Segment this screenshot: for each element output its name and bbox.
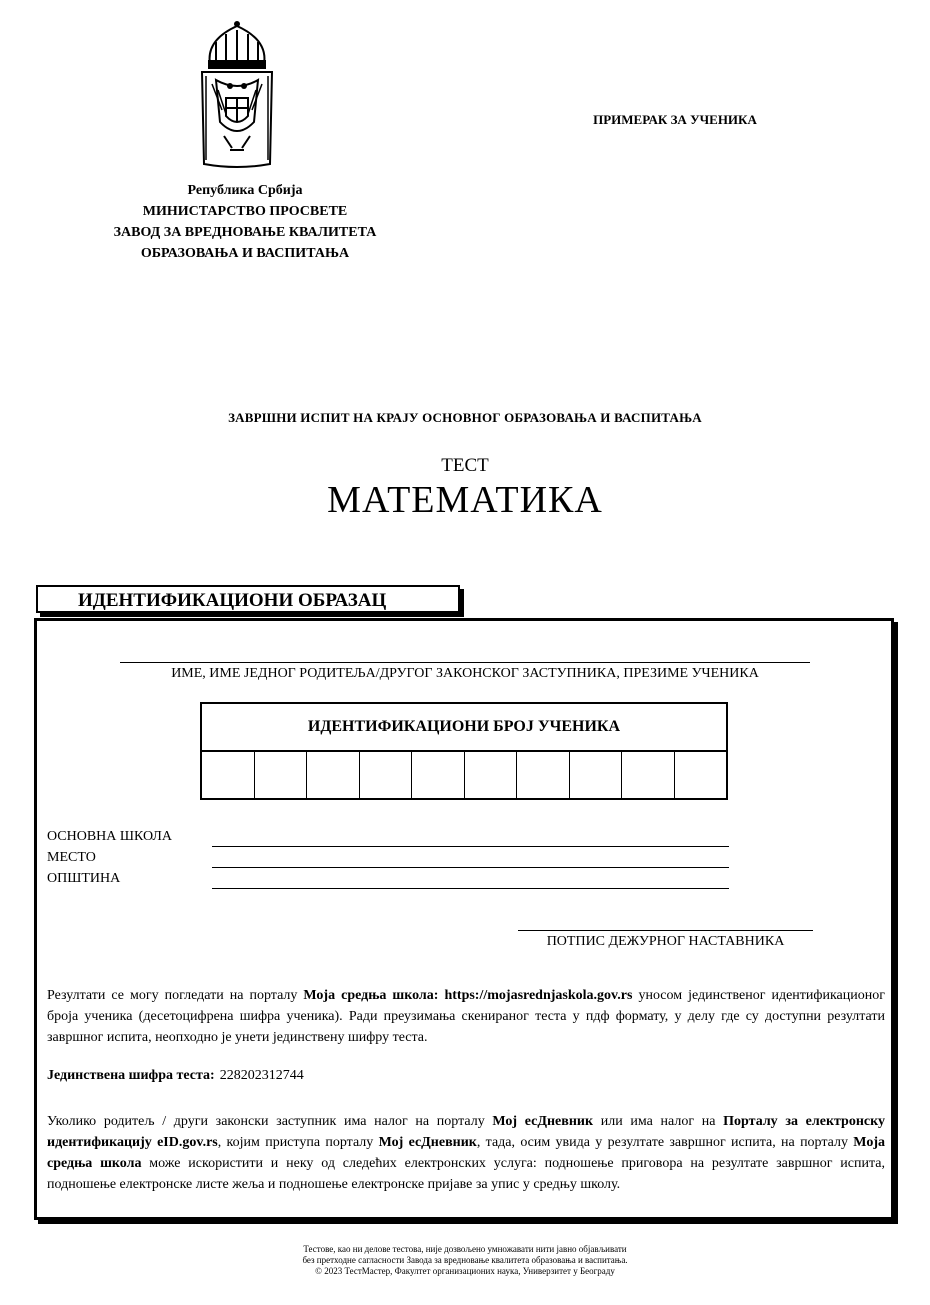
- subject-title: МАТЕМАТИКА: [327, 479, 603, 521]
- test-code-value: 228202312744: [219, 1068, 304, 1083]
- signature-caption: ПОТПИС ДЕЖУРНОГ НАСТАВНИКА: [546, 934, 785, 949]
- student-id-title: ИДЕНТИФИКАЦИОНИ БРОЈ УЧЕНИКА: [202, 704, 726, 752]
- id-digit-cell[interactable]: [570, 752, 623, 798]
- id-digit-cell[interactable]: [517, 752, 570, 798]
- copyright-footer: [200, 1244, 730, 1277]
- parent-info-paragraph: Уколико родитељ / други законски заступник има налог на порталу Мој есДневник или има налог на Порталу за електронску идентификацију eID.gov.rs, којим приступа порталу Мој есДневник, тада, осим увида у резултате завршног испита, на порталу Моја средња школа може искористити и неку од следећих електронских услуга: подношење приговора на резултате завршног испита, подношење електронске листе жеља и подношење електронске пријаве за упис у средњу школу.: [47, 1114, 885, 1192]
- form-tab-title: ИДЕНТИФИКАЦИОНИ ОБРАЗАЦ: [36, 585, 460, 613]
- results-paragraph: Резултати се могу погледати на порталу Моја средња школа: https://mojasrednjaskola.gov.rs уносом јединственог идентификационог броја ученика (десетоцифрена шифра ученика). Ради преузимања скенираног теста у пдф формату, у делу где су доступни резултати завршног испита, неопходно је унети јединствену шифру теста.: [47, 988, 885, 1045]
- student-id-table: [200, 702, 728, 800]
- issuer-header: [60, 180, 430, 264]
- ministry-name: МИНИСТАРСТВО ПРОСВЕТЕ: [142, 204, 348, 219]
- student-id-cells: [202, 752, 726, 798]
- institute-name-line2: ОБРАЗОВАЊА И ВАСПИТАЊА: [140, 246, 350, 261]
- id-digit-cell[interactable]: [202, 752, 255, 798]
- id-digit-cell[interactable]: [360, 752, 413, 798]
- test-code-label: Јединствена шифра теста:: [47, 1068, 215, 1083]
- test-code-line: [47, 1068, 304, 1084]
- footer-line2: без претходне сагласности Завода за вредновање квалитета образовања и васпитања.: [302, 1255, 628, 1265]
- municipality-label: ОПШТИНА: [47, 871, 121, 886]
- municipality-field[interactable]: [212, 888, 729, 889]
- place-label: МЕСТО: [47, 850, 96, 865]
- id-digit-cell[interactable]: [255, 752, 308, 798]
- school-field[interactable]: [212, 846, 729, 847]
- republic-name: Република Србија: [187, 183, 303, 198]
- id-digit-cell[interactable]: [412, 752, 465, 798]
- school-label: ОСНОВНА ШКОЛА: [47, 829, 173, 844]
- signature-field[interactable]: [518, 930, 813, 931]
- exam-title: ЗАВРШНИ ИСПИТ НА КРАЈУ ОСНОВНОГ ОБРАЗОВАЊА И ВАСПИТАЊА: [228, 410, 702, 425]
- id-digit-cell[interactable]: [675, 752, 727, 798]
- test-label: ТЕСТ: [441, 455, 489, 476]
- id-digit-cell[interactable]: [307, 752, 360, 798]
- coat-of-arms-icon: [196, 18, 278, 168]
- place-field[interactable]: [212, 867, 729, 868]
- results-portal-link[interactable]: Моја средња школа: https://mojasrednjaskola.gov.rs: [303, 988, 633, 1003]
- student-name-field[interactable]: [120, 662, 810, 663]
- student-name-caption: ИМЕ, ИМЕ ЈЕДНОГ РОДИТЕЉА/ДРУГОГ ЗАКОНСКОГ ЗАСТУПНИКА, ПРЕЗИМЕ УЧЕНИКА: [171, 666, 759, 681]
- id-digit-cell[interactable]: [622, 752, 675, 798]
- institute-name-line1: ЗАВОД ЗА ВРЕДНОВАЊЕ КВАЛИТЕТА: [113, 225, 377, 240]
- footer-line3: © 2023 ТестМастер, Факултет организационих наука, Универзитет у Београду: [315, 1266, 615, 1276]
- id-digit-cell[interactable]: [465, 752, 518, 798]
- copy-label: ПРИМЕРАК ЗА УЧЕНИКА: [593, 112, 757, 127]
- footer-line1: Тестове, као ни делове тестова, није дозвољено умножавати нити јавно објављивати: [303, 1244, 627, 1254]
